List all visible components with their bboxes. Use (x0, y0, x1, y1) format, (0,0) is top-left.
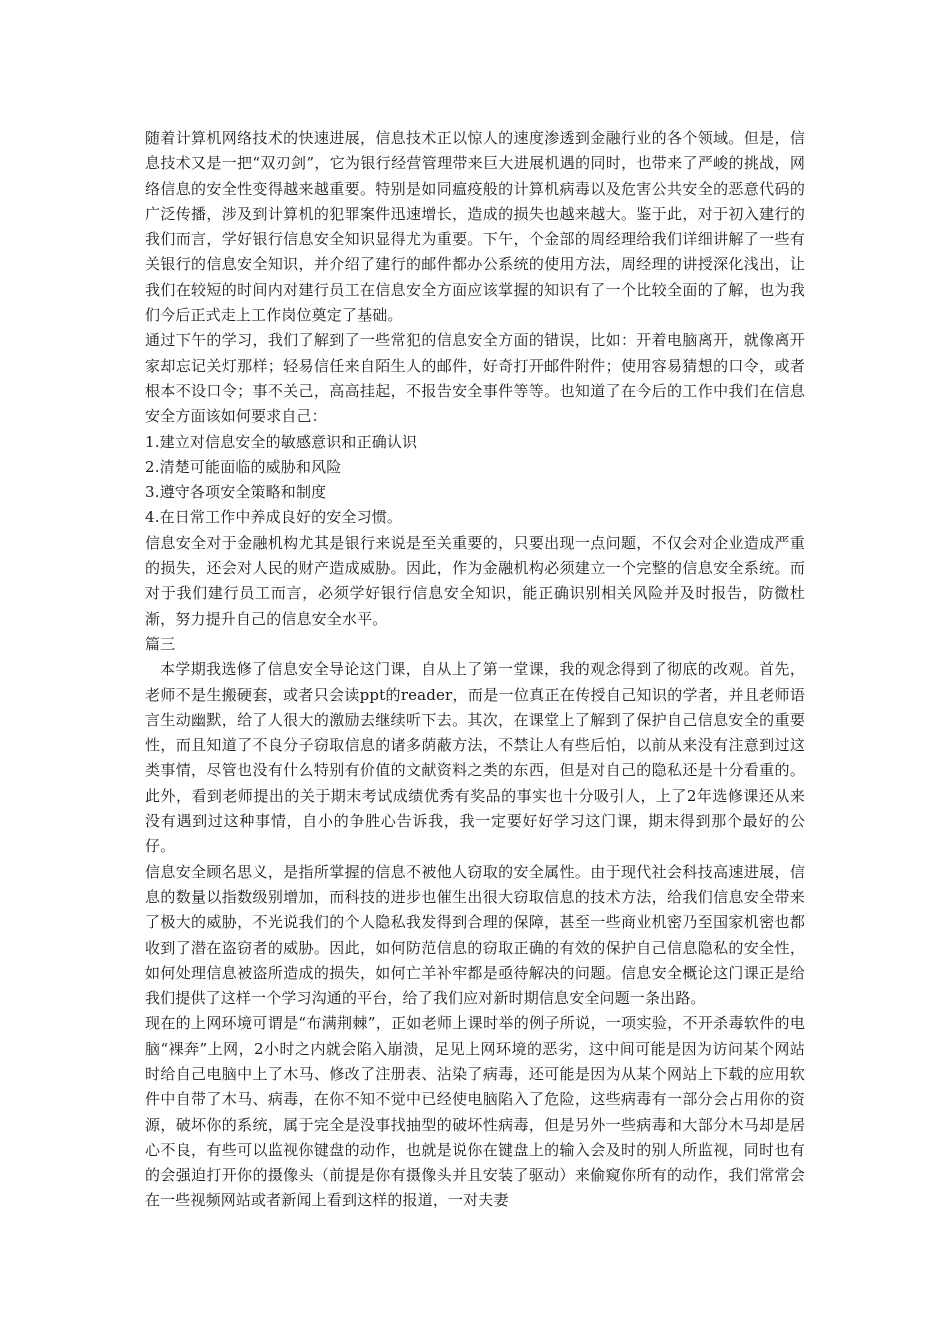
list-item-2: 2.清楚可能面临的威胁和风险 (145, 457, 342, 476)
paragraph-network-environment: 现在的上网环境可谓是“布满荆棘”，正如老师上课时举的例子所说，一项实验，不开杀毒软件的电脑“裸奔”上网，2小时之内就会陷入崩溃，足见上网环境的恶劣，这中间可能是因为访问某个网站时给自己电脑中上了木马、修改了注册表、沾染了病毒，还可能是因为从某个网站上下载的应用软件中自带了木马、病毒，在你不知不觉中已经使电脑陷入了危险，这些病毒有一部分会占用你的资源，破坏你的系统，属于完全是没事找抽型的破坏性病毒，但是另外一些病毒和大部分木马却是居心不良，有些可以监视你键盘的动作，也就是说你在键盘上的输入会及时的别人所监视，同时也有的会强迫打开你的摄像头（前提是你有摄像头并且安装了驱动）来偷窥你所有的动作，我们常常会在一些视频网站或者新闻上看到这样的报道，一对夫妻 (145, 1014, 805, 1210)
document-body (145, 126, 805, 1214)
paragraph-common-errors: 通过下午的学习，我们了解到了一些常犯的信息安全方面的错误，比如：开着电脑离开，就像离开家却忘记关灯那样；轻易信任来自陌生人的邮件，好奇打开邮件附件；使用容易猜想的口令，或者根本不设口令；事不关己，高高挂起，不报告安全事件等等。也知道了在今后的工作中我们在信息安全方面该如何要求自己： (145, 331, 805, 426)
paragraph-intro: 随着计算机网络技术的快速进展，信息技术正以惊人的速度渗透到金融行业的各个领域。但是，信息技术又是一把“双刃剑”，它为银行经营管理带来巨大进展机遇的同时，也带来了严峻的挑战，网络信息的安全性变得越来越重要。特别是如同瘟疫般的计算机病毒以及危害公共安全的恶意代码的广泛传播，涉及到计算机的犯罪案件迅速增长，造成的损失也越来越大。鉴于此，对于初入建行的我们而言，学好银行信息安全知识显得尤为重要。下午，个金部的周经理给我们详细讲解了一些有关银行的信息安全知识，并介绍了建行的邮件都办公系统的使用方法，周经理的讲授深化浅出，让我们在较短的时间内对建行员工在信息安全方面应该掌握的知识有了一个比较全面的了解，也为我们今后正式走上工作岗位奠定了基础。 (145, 129, 805, 325)
section-heading: 篇三 (145, 634, 176, 653)
paragraph-importance: 信息安全对于金融机构尤其是银行来说是至关重要的，只要出现一点问题，不仅会对企业造成严重的损失，还会对人民的财产造成威胁。因此，作为金融机构必须建立一个完整的信息安全系统。而对于我们建行员工而言，必须学好银行信息安全知识，能正确识别相关风险并及时报告，防微杜渐，努力提升自己的信息安全水平。 (145, 533, 805, 628)
list-item-3: 3.遵守各项安全策略和制度 (145, 483, 327, 502)
paragraph-definition: 信息安全顾名思义，是指所掌握的信息不被他人窃取的安全属性。由于现代社会科技高速进展，信息的数量以指数级别增加，而科技的进步也催生出很大窃取信息的技术方法，给我们信息安全带来了极大的威胁，不光说我们的个人隐私我发得到合理的保障，甚至一些商业机密乃至国家机密也都收到了潜在盗窃者的威胁。因此，如何防范信息的窃取正确的有效的保护自己信息隐私的安全性，如何处理信息被盗所造成的损失，如何亡羊补牢都是亟待解决的问题。信息安全概论这门课正是给我们提供了这样一个学习沟通的平台，给了我们应对新时期信息安全问题一条出路。 (145, 862, 805, 1008)
list-item-4: 4.在日常工作中养成良好的安全习惯。 (145, 508, 403, 527)
list-item-1: 1.建立对信息安全的敏感意识和正确认识 (145, 432, 418, 451)
paragraph-course-intro: 本学期我选修了信息安全导论这门课，自从上了第一堂课，我的观念得到了彻底的改观。首先，老师不是生搬硬套，或者只会读ppt的reader，而是一位真正在传授自己知识的学者，并且老师语言生动幽默，给了人很大的激励去继续听下去。其次，在课堂上了解到了保护自己信息安全的重要性，而且知道了不良分子窃取信息的诸多荫蔽方法，不禁让人有些后怕，以前从来没有注意到过这类事情，尽管也没有什么特别有价值的文献资料之类的东西，但是对自己的隐私还是十分看重的。此外，看到老师提出的关于期末考试成绩优秀有奖品的事实也十分吸引人，上了2年选修课还从来没有遇到过这种事情，自小的争胜心告诉我，我一定要好好学习这门课，期末得到那个最好的公仔。 (145, 660, 805, 856)
